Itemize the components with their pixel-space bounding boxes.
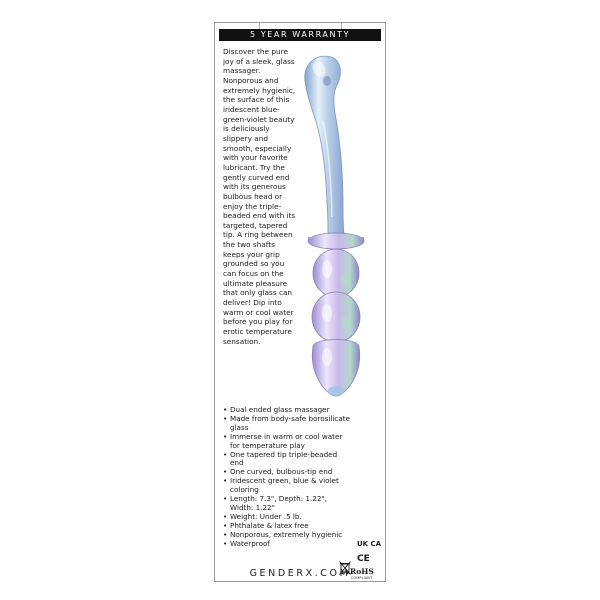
rohs-compliant-label: COMPLIANT: [351, 576, 373, 580]
feature-item: • Made from body-safe borosilicate glass: [223, 415, 351, 433]
product-description: Discover the pure joy of a sleek, glass massager. Nonporous and extremely hygienic, the surface of this iridescent blue-green-violet beauty is deliciously slippery and smooth, especially with your favorite lubricant. Try the gently curved end with its generous bulbous head or enjoy the triple-beaded end with its targeted, tapered tip. A ring between the two shafts keeps your grip grounded so you can focus on the ultimate pleasure that only glass can deliver! Dip into warm or cool water before you play for erotic temperature sensation.: [223, 47, 296, 346]
ukca-mark: UK CA: [357, 540, 382, 548]
website-footer: GENDERX.COM: [249, 568, 351, 579]
product-card: [214, 22, 386, 582]
feature-item: • One tapered tip triple-beaded end: [223, 451, 351, 469]
feature-item: • One curved, bulbous-tip end: [223, 468, 351, 477]
rohs-mark: RoHS: [350, 567, 374, 576]
feature-item: • Length: 7.3", Depth: 1.22", Width: 1.22": [223, 495, 351, 513]
ce-mark: CE: [357, 554, 370, 564]
feature-item: • Nonporous, extremely hygienic: [223, 531, 351, 540]
feature-item: • Waterproof: [223, 540, 351, 549]
feature-item: • Immerse in warm or cool water for temperature play: [223, 433, 351, 451]
feature-item: • Iridescent green, blue & violet coloring: [223, 477, 351, 495]
feature-item: • Phthalate & latex free: [223, 522, 351, 531]
feature-item: • Weight: Under .5 lb.: [223, 513, 351, 522]
warranty-banner: 5 YEAR WARRANTY: [219, 29, 381, 41]
feature-list: [223, 406, 351, 549]
feature-item: • Dual ended glass massager: [223, 406, 351, 415]
glass-massager-image: [283, 47, 386, 399]
